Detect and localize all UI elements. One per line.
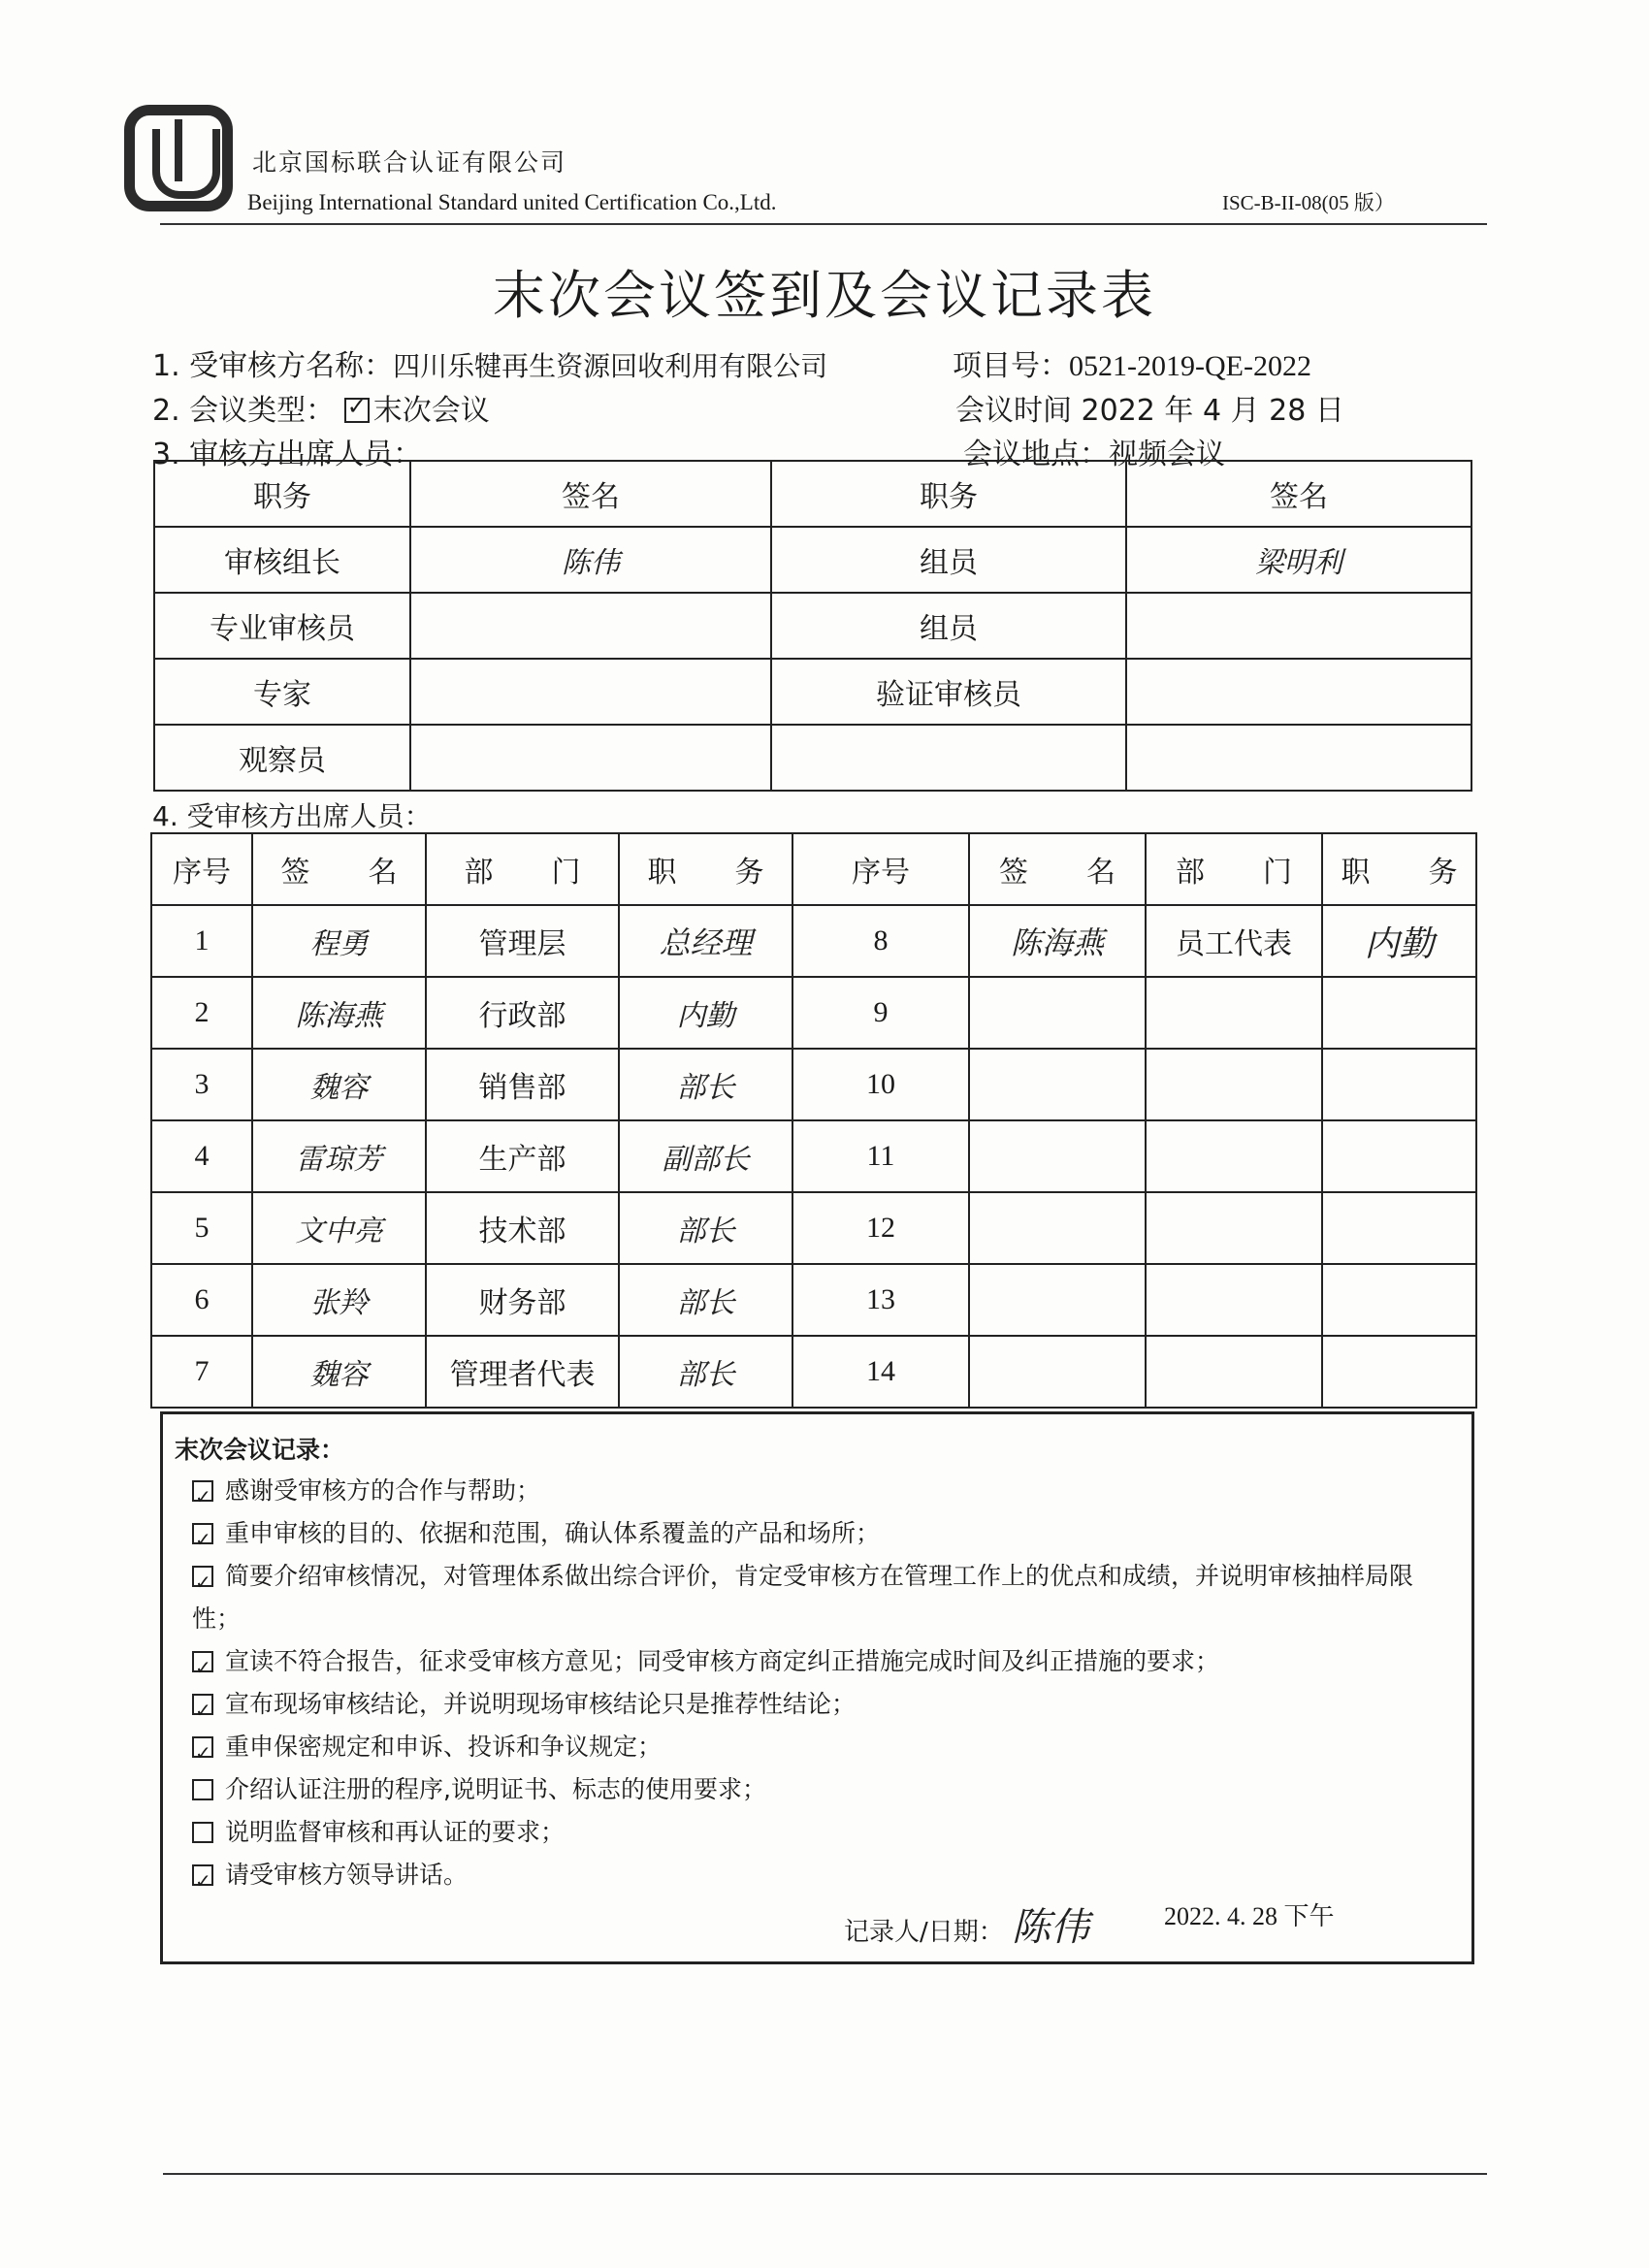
header-seq: 序号 bbox=[792, 833, 969, 905]
department-cell[interactable] bbox=[1146, 977, 1322, 1049]
project-line bbox=[953, 341, 1311, 384]
table-header-row bbox=[151, 833, 1476, 905]
meeting-type-value: 末次会议 bbox=[372, 394, 490, 428]
seq-cell: 2 bbox=[151, 977, 252, 1049]
form-code: ISC-B-II-08(05 版） bbox=[1222, 191, 1395, 214]
company-name-en: Beijing International Standard united Certification Co.,Ltd. bbox=[247, 190, 777, 214]
department-cell: 财务部 bbox=[426, 1264, 619, 1336]
signature-cell[interactable] bbox=[1126, 593, 1471, 659]
signature-cell[interactable] bbox=[410, 593, 771, 659]
auditee-attendance-table bbox=[150, 832, 1477, 1409]
meeting-type-line bbox=[152, 386, 490, 429]
department-cell: 行政部 bbox=[426, 977, 619, 1049]
signature-cell[interactable] bbox=[410, 659, 771, 725]
meeting-record-title: 末次会议记录： bbox=[175, 1436, 345, 1464]
header-seq: 序号 bbox=[151, 833, 252, 905]
table-row bbox=[151, 1264, 1476, 1336]
table-row bbox=[151, 1336, 1476, 1408]
record-item bbox=[192, 1470, 1453, 1512]
table-row bbox=[151, 905, 1476, 977]
position-cell: 部长 bbox=[619, 1192, 792, 1264]
record-checkbox[interactable] bbox=[192, 1523, 213, 1544]
company-name-cn: 北京国标联合认证有限公司 bbox=[252, 148, 567, 177]
record-checkbox[interactable] bbox=[192, 1736, 213, 1758]
department-cell[interactable] bbox=[1146, 1120, 1322, 1192]
role-cell: 组员 bbox=[771, 593, 1126, 659]
department-cell[interactable] bbox=[1146, 1192, 1322, 1264]
signature-cell[interactable] bbox=[969, 1192, 1146, 1264]
role-cell bbox=[771, 725, 1126, 791]
meeting-type-checkbox[interactable] bbox=[344, 398, 370, 423]
record-item bbox=[192, 1854, 1453, 1896]
header-position: 职 务 bbox=[1322, 833, 1476, 905]
role-cell: 审核组长 bbox=[154, 527, 410, 593]
table-row bbox=[154, 725, 1471, 791]
recorder-label: 记录人/日期： bbox=[844, 1918, 1004, 1947]
auditee-attendees-label: 4. 受审核方出席人员： bbox=[152, 800, 432, 832]
signature-cell: 陈伟 bbox=[410, 527, 771, 593]
table-row bbox=[151, 1049, 1476, 1120]
auditee-value: 四川乐犍再生资源回收利用有限公司 bbox=[393, 350, 828, 382]
signature-cell: 程勇 bbox=[252, 905, 426, 977]
header-signature: 签 名 bbox=[252, 833, 426, 905]
signature-cell[interactable] bbox=[1126, 659, 1471, 725]
position-cell[interactable] bbox=[1322, 977, 1476, 1049]
department-cell: 技术部 bbox=[426, 1192, 619, 1264]
table-row bbox=[154, 593, 1471, 659]
table-row bbox=[154, 659, 1471, 725]
record-checkbox[interactable] bbox=[192, 1864, 213, 1886]
header-role: 职务 bbox=[154, 461, 410, 527]
signature-cell[interactable] bbox=[969, 1120, 1146, 1192]
record-item-text: 重申审核的目的、依据和范围，确认体系覆盖的产品和场所； bbox=[225, 1519, 881, 1547]
record-checkbox[interactable] bbox=[192, 1566, 213, 1587]
record-item bbox=[192, 1683, 1453, 1726]
role-cell: 验证审核员 bbox=[771, 659, 1126, 725]
signature-cell: 梁明利 bbox=[1126, 527, 1471, 593]
header-role: 职务 bbox=[771, 461, 1126, 527]
record-item bbox=[192, 1811, 1453, 1854]
seq-cell: 10 bbox=[792, 1049, 969, 1120]
position-cell[interactable] bbox=[1322, 1192, 1476, 1264]
role-cell: 组员 bbox=[771, 527, 1126, 593]
signature-cell[interactable] bbox=[969, 1336, 1146, 1408]
position-cell: 内勤 bbox=[619, 977, 792, 1049]
company-logo bbox=[124, 105, 233, 211]
position-cell[interactable] bbox=[1322, 1336, 1476, 1408]
signature-cell: 陈海燕 bbox=[252, 977, 426, 1049]
auditee-label: 1. 受审核方名称： bbox=[152, 349, 394, 383]
header-department: 部 门 bbox=[1146, 833, 1322, 905]
record-item-text: 简要介绍审核情况，对管理体系做出综合评价，肯定受审核方在管理工作上的优点和成绩，并说明审核抽样局限性； bbox=[192, 1562, 1414, 1633]
header-divider bbox=[160, 223, 1487, 225]
signature-cell: 陈海燕 bbox=[969, 905, 1146, 977]
position-cell[interactable] bbox=[1322, 1264, 1476, 1336]
table-header-row bbox=[154, 461, 1471, 527]
signature-cell[interactable] bbox=[410, 725, 771, 791]
record-item-text: 感谢受审核方的合作与帮助； bbox=[225, 1476, 541, 1505]
seq-cell: 8 bbox=[792, 905, 969, 977]
position-cell: 部长 bbox=[619, 1336, 792, 1408]
recorder-signature: 陈伟 bbox=[1012, 1905, 1090, 1950]
signature-cell: 雷琼芳 bbox=[252, 1120, 426, 1192]
department-cell[interactable] bbox=[1146, 1336, 1322, 1408]
signature-cell[interactable] bbox=[1126, 725, 1471, 791]
auditee-line bbox=[152, 341, 827, 384]
position-cell: 总经理 bbox=[619, 905, 792, 977]
record-checkbox[interactable] bbox=[192, 1822, 213, 1843]
header-signature: 签名 bbox=[410, 461, 771, 527]
seq-cell: 5 bbox=[151, 1192, 252, 1264]
header-signature: 签名 bbox=[1126, 461, 1471, 527]
record-checkbox[interactable] bbox=[192, 1694, 213, 1715]
seq-cell: 3 bbox=[151, 1049, 252, 1120]
table-row bbox=[151, 1120, 1476, 1192]
position-cell: 部长 bbox=[619, 1049, 792, 1120]
audit-team-table bbox=[153, 460, 1472, 792]
record-item-text: 宣读不符合报告，征求受审核方意见；同受审核方商定纠正措施完成时间及纠正措施的要求； bbox=[225, 1647, 1220, 1675]
record-checkbox[interactable] bbox=[192, 1779, 213, 1800]
department-cell: 销售部 bbox=[426, 1049, 619, 1120]
role-cell: 观察员 bbox=[154, 725, 410, 791]
signature-cell[interactable] bbox=[969, 1049, 1146, 1120]
position-cell: 部长 bbox=[619, 1264, 792, 1336]
signature-cell: 魏容 bbox=[252, 1336, 426, 1408]
page-title: 末次会议签到及会议记录表 bbox=[493, 265, 1156, 326]
record-item-text: 介绍认证注册的程序,说明证书、标志的使用要求； bbox=[225, 1775, 766, 1803]
position-cell[interactable] bbox=[1322, 1120, 1476, 1192]
table-row bbox=[151, 977, 1476, 1049]
record-item-text: 重申保密规定和申诉、投诉和争议规定； bbox=[225, 1733, 663, 1761]
seq-cell: 4 bbox=[151, 1120, 252, 1192]
seq-cell: 7 bbox=[151, 1336, 252, 1408]
seq-cell: 11 bbox=[792, 1120, 969, 1192]
header-position: 职 务 bbox=[619, 833, 792, 905]
signature-cell: 魏容 bbox=[252, 1049, 426, 1120]
position-cell[interactable] bbox=[1322, 1049, 1476, 1120]
record-item-text: 宣布现场审核结论，并说明现场审核结论只是推荐性结论； bbox=[225, 1690, 857, 1718]
seq-cell: 12 bbox=[792, 1192, 969, 1264]
footer-divider bbox=[163, 2173, 1487, 2175]
seq-cell: 9 bbox=[792, 977, 969, 1049]
signature-cell: 张羚 bbox=[252, 1264, 426, 1336]
recorder-line bbox=[844, 1896, 1089, 1952]
department-cell[interactable] bbox=[1146, 1049, 1322, 1120]
seq-cell: 13 bbox=[792, 1264, 969, 1336]
meeting-type-label: 2. 会议类型： bbox=[152, 394, 336, 428]
record-item-text: 说明监督审核和再认证的要求； bbox=[225, 1818, 566, 1846]
position-cell: 副部长 bbox=[619, 1120, 792, 1192]
department-cell[interactable] bbox=[1146, 1264, 1322, 1336]
seq-cell: 6 bbox=[151, 1264, 252, 1336]
header-signature: 签 名 bbox=[969, 833, 1146, 905]
record-checkbox[interactable] bbox=[192, 1480, 213, 1502]
signature-cell: 文中亮 bbox=[252, 1192, 426, 1264]
record-item bbox=[192, 1726, 1453, 1768]
signature-cell[interactable] bbox=[969, 1264, 1146, 1336]
header-department: 部 门 bbox=[426, 833, 619, 905]
project-label: 项目号： bbox=[953, 349, 1069, 383]
record-item bbox=[192, 1512, 1453, 1555]
department-cell: 管理者代表 bbox=[426, 1336, 619, 1408]
table-row bbox=[154, 527, 1471, 593]
audit-team-label: 3. 审核方出席人员： bbox=[152, 437, 423, 471]
project-value: 0521-2019-QE-2022 bbox=[1069, 350, 1311, 382]
seq-cell: 1 bbox=[151, 905, 252, 977]
role-cell: 专家 bbox=[154, 659, 410, 725]
record-item bbox=[192, 1768, 1453, 1811]
seq-cell: 14 bbox=[792, 1336, 969, 1408]
department-cell: 生产部 bbox=[426, 1120, 619, 1192]
record-item-text: 请受审核方领导讲话。 bbox=[225, 1861, 469, 1889]
record-item bbox=[192, 1640, 1453, 1683]
role-cell: 专业审核员 bbox=[154, 593, 410, 659]
meeting-place: 会议地点：视频会议 bbox=[963, 437, 1225, 471]
meeting-time: 会议时间 2022 年 4 月 28 日 bbox=[955, 394, 1344, 428]
record-checkbox[interactable] bbox=[192, 1651, 213, 1672]
record-item bbox=[192, 1555, 1453, 1640]
signature-cell[interactable] bbox=[969, 977, 1146, 1049]
department-cell: 管理层 bbox=[426, 905, 619, 977]
table-row bbox=[151, 1192, 1476, 1264]
position-cell: 内勤 bbox=[1322, 905, 1476, 977]
department-cell: 员工代表 bbox=[1146, 905, 1322, 977]
record-date: 2022. 4. 28 下午 bbox=[1164, 1902, 1335, 1930]
